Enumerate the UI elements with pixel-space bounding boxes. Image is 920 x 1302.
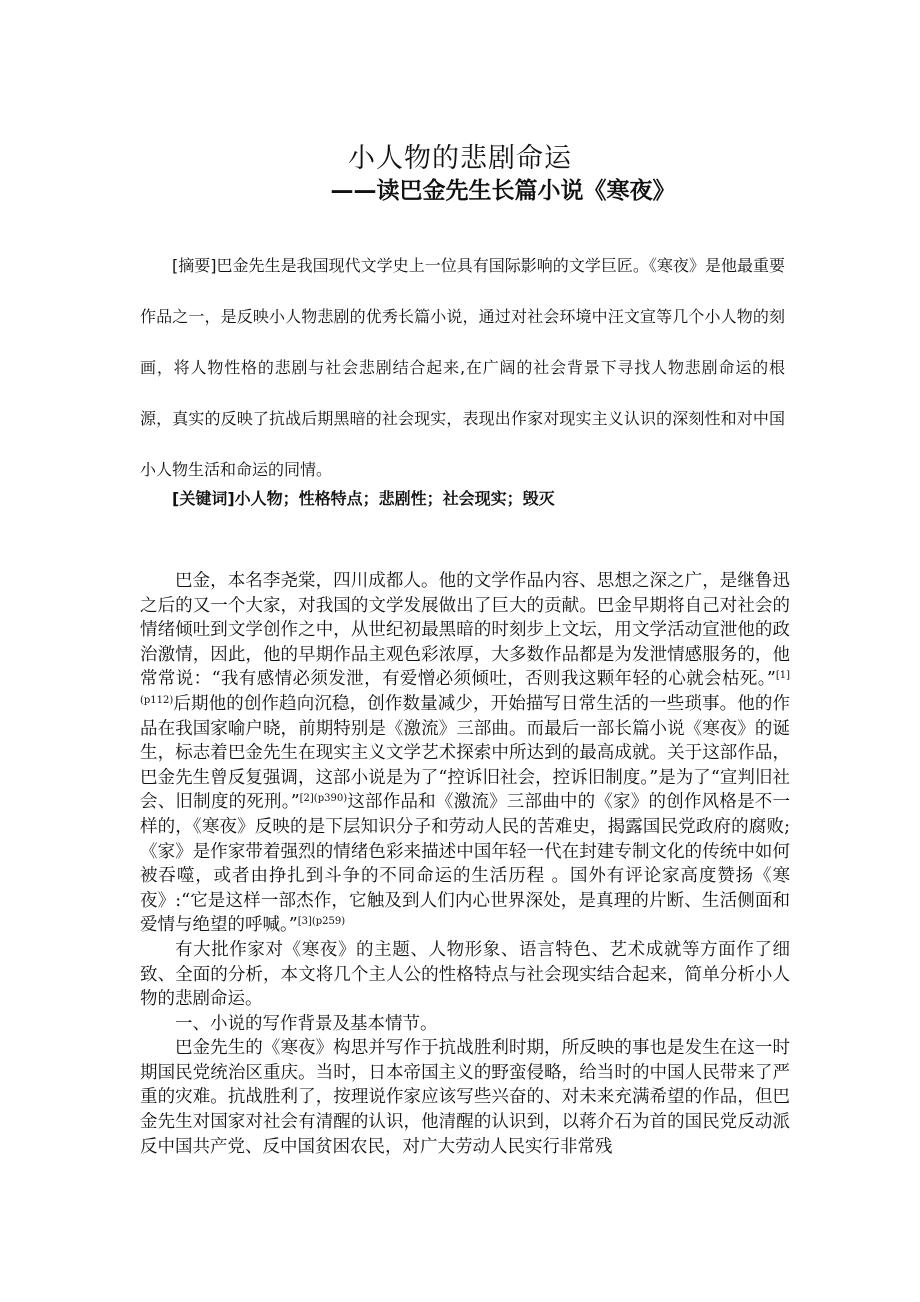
para1-part1: 巴金，本名李尧棠，四川成都人。他的文学作品内容、思想之深之广，是继鲁迅之后的又一个大家，对我国的文学发展做出了巨大的贡献。巴金早期将自己对社会的情绪倾吐到文学创作之中，从世纪初最黑暗的时刻步上文坛，用文学活动宣泄他的政治激情，因此，他的早期作品主观色彩浓厚，大多数作品都是为发泄情感服务的，他常常说：“我有感情必须发泄，有爱憎必须倾吐，否则我这颗年轻的心就会枯死。” — [140, 571, 790, 690]
section-heading: 一、小说的写作背景及基本情节。 — [175, 1013, 438, 1034]
page-title: 小人物的悲剧命运 — [348, 143, 572, 175]
paragraph-intro — [140, 569, 790, 938]
abstract: [摘要]巴金先生是我国现代文学史上一位具有国际影响的文学巨匠。《寒夜》是他最重要作品之一，是反映小人物悲剧的优秀长篇小说，通过对社会环境中汪文宣等几个小人物的刻画，将人物性格的悲剧与社会悲剧结合起来,在广阔的社会背景下寻找人物悲剧命运的根源，真实的反映了抗战后期黑暗的社会现实，表现出作家对现实主义认识的深刻性和对中国小人物生活和命运的同情。 — [140, 256, 785, 479]
citation-3: [3](p259) — [297, 916, 346, 928]
page-subtitle — [0, 172, 920, 205]
keywords: [关键词]小人物；性格特点；悲剧性；社会现实；毁灭 — [172, 489, 555, 508]
citation-2: [2](p390) — [299, 793, 348, 805]
body-text — [140, 569, 790, 1159]
citation-1: [1](p112) — [140, 670, 790, 706]
subtitle-dash: —— — [330, 178, 377, 204]
subtitle-text: 读巴金先生长篇小说《寒夜》 — [376, 178, 676, 204]
para1-part3: 这部作品和《激流》三部曲中的《家》的创作风格是不一样的，《寒夜》反映的是下层知识分子和劳动人民的苦难史，揭露国民党政府的腐败;《家》是作家带着强烈的情绪色彩来描述中国年轻一代在封建专制文化的传统中如何被吞噬，或者由挣扎到斗争的不同命运的生活历程 。国外有评论家高度赞扬《寒夜》:“它是这样一部杰作，它触及到人们内心世界深处，是真理的片断、生活侧面和爱情与绝望的呼喊。” — [140, 792, 790, 936]
paragraph-background: 巴金先生的《寒夜》构思并写作于抗战胜利时期，所反映的事也是发生在这一时期国民党统治区重庆。当时，日本帝国主义的野蛮侵略，给当时的中国人民带来了严重的灾难。抗战胜利了，按理说作家应该写些兴奋的、对未来充满希望的作品，但巴金先生对国家对社会有清醒的认识，他清醒的认识到，以蒋介石为首的国民党反动派反中国共产党、反中国贫困农民，对广大劳动人民实行非常残 — [140, 1038, 790, 1157]
paragraph-analysis: 有大批作家对《寒夜》的主题、人物形象、语言特色、艺术成就等方面作了细致、全面的分析，本文将几个主人公的性格特点与社会现实结合起来，简单分析小人物的悲剧命运。 — [140, 939, 790, 1010]
para1-part2: 后期他的创作趋向沉稳，创作数量减少，开始描写日常生活的一些琐事。他的作品在我国家喻户晓，前期特别是《激流》三部曲。而最后一部长篇小说《寒夜》的诞生，标志着巴金先生在现实主义文学艺术探索中所达到的最高成就。关于这部作品，巴金先生曾反复强调，这部小说是为了“控诉旧社会，控诉旧制度。”是为了“宣判旧社会、旧制度的死刑。” — [140, 693, 790, 813]
